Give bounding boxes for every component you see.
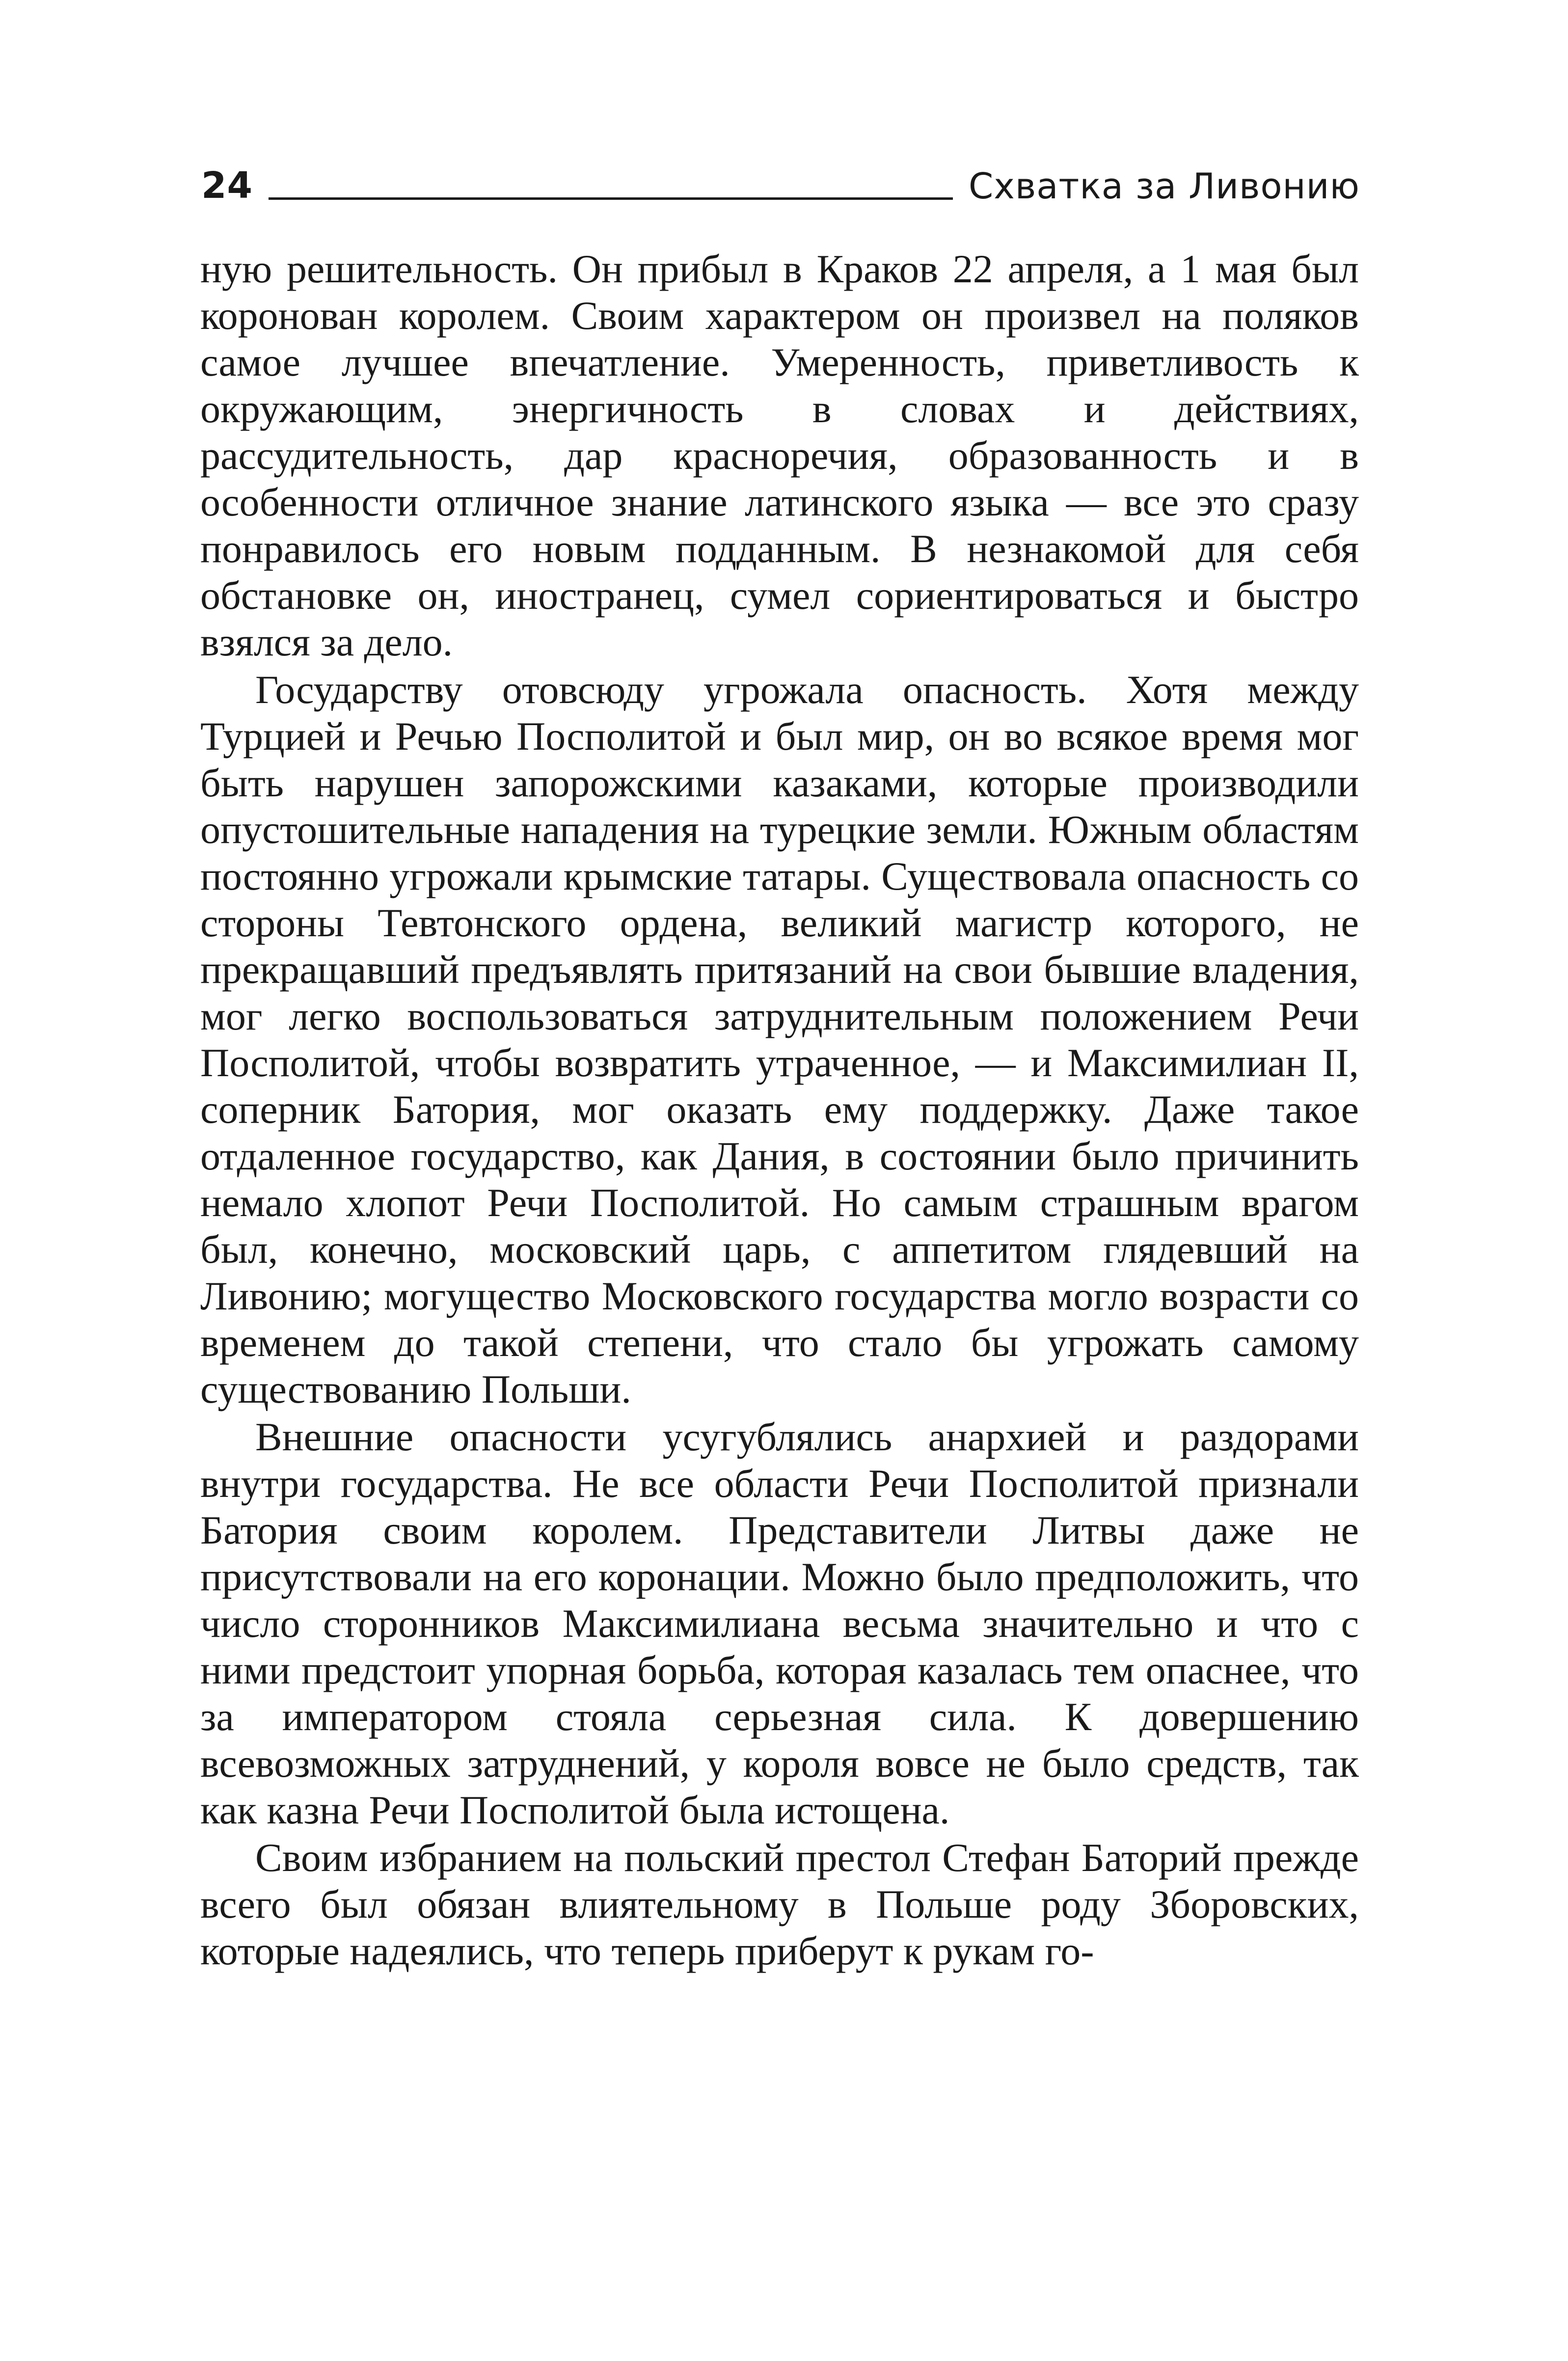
- paragraph: Внешние опасности усугублялись анархией и раздорами внутри государства. Не все области Речи Посполитой признали Батория своим королем. Представители Литвы даже не присутствовали на его коронации. Можно было предположить, что число сторонников Максимилиана весьма значительно и что с ними предстоит упорная борьба, которая казалась тем опаснее, что за императором стояла серьезная сила. К довершению всевозможных затруднений, у короля вовсе не было средств, так как казна Речи Посполитой была истощена.: [200, 1414, 1359, 1832]
- body-text: [200, 245, 1359, 1974]
- paragraph-continued: ную решительность. Он прибыл в Краков 22 апреля, а 1 мая был коронован королем. Своим характером он произвел на поляков самое лучшее впечатление. Умеренность, приветливость к окружающим, энергичность в словах и действиях, рассудительность, дар красноречия, образованность и в особенности отличное знание латинского языка — все это сразу понравилось его новым подданным. В незнакомой для себя обстановке он, иностранец, сумел сориентироваться и быстро взялся за дело.: [200, 246, 1359, 664]
- header-rule: [269, 197, 953, 200]
- running-head: [201, 150, 1360, 207]
- page-number: 24: [201, 164, 253, 207]
- running-title: Схватка за Ливонию: [968, 165, 1360, 207]
- paragraph: Государству отовсюду угрожала опасность. Хотя между Турцией и Речью Посполитой и был мир, он во всякое время мог быть нарушен запорожскими казаками, которые производили опустошительные нападения на турецкие земли. Южным областям постоянно угрожали крымские татары. Существовала опасность со стороны Тевтонского ордена, великий магистр которого, не прекращавший предъявлять притязаний на свои бывшие владения, мог легко воспользоваться затруднительным положением Речи Посполитой, чтобы возвратить утраченное, — и Максимилиан II, соперник Батория, мог оказать ему поддержку. Даже такое отдаленное государство, как Дания, в состоянии было причинить немало хлопот Речи Посполитой. Но самым страшным врагом был, конечно, московский царь, с аппетитом глядевший на Ливонию; могущество Московского государства могло возрасти со временем до такой степени, что стало бы угрожать самому существованию Польши.: [200, 667, 1359, 1411]
- paragraph: Своим избранием на польский престол Стефан Баторий прежде всего был обязан влиятельному в Польше роду Зборовских, которые надеялись, что теперь приберут к рукам го-: [200, 1835, 1359, 1973]
